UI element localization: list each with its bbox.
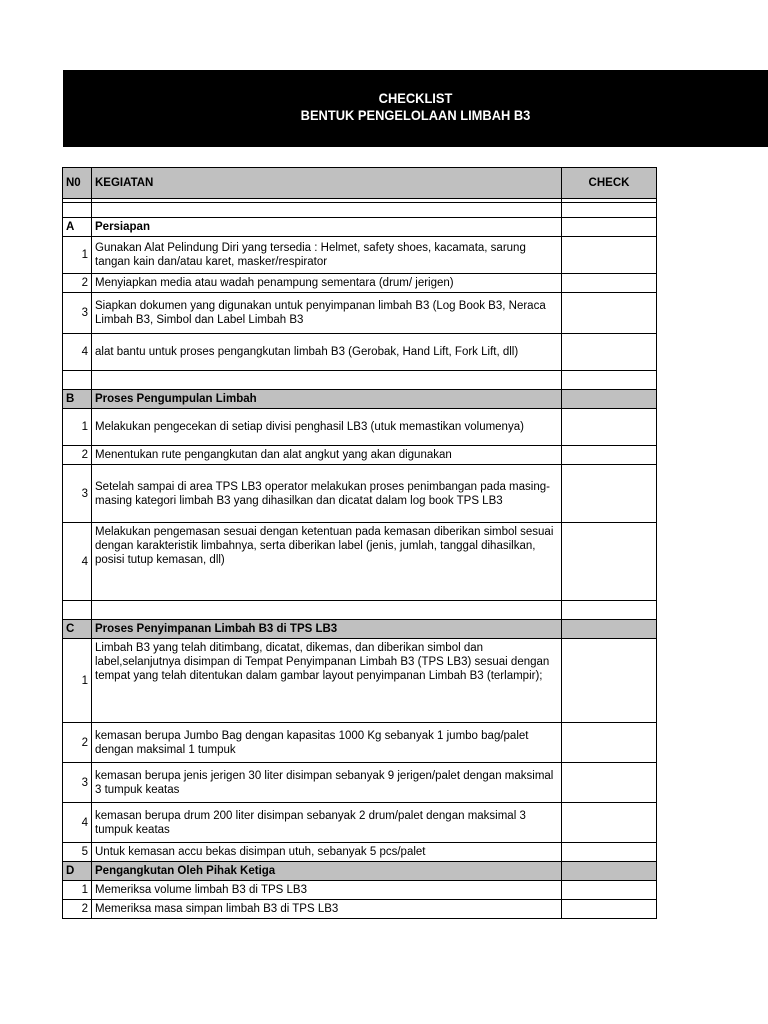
check-cell[interactable] xyxy=(562,862,657,881)
table-row xyxy=(63,881,657,900)
table-header-row xyxy=(63,168,657,199)
item-no: 5 xyxy=(63,843,92,862)
item-text: Menentukan rute pengangkutan dan alat angkut yang akan digunakan xyxy=(92,446,562,465)
table-row xyxy=(63,803,657,843)
section-title: Persiapan xyxy=(92,218,562,237)
item-text: kemasan berupa jenis jerigen 30 liter disimpan sebanyak 9 jerigen/palet dengan maksimal 3 tumpuk keatas xyxy=(92,763,562,803)
item-text: Limbah B3 yang telah ditimbang, dicatat, dikemas, dan diberikan simbol dan label,selanjutnya disimpan di Tempat Penyimpanan Limbah B3 (TPS LB3) sesuai dengan tempat yang telah ditentukan dalam gambar layout penyimpanan Limbah B3 (terlampir); xyxy=(92,639,562,723)
check-cell[interactable] xyxy=(562,237,657,274)
item-no: 1 xyxy=(63,237,92,274)
header-check: CHECK xyxy=(562,168,657,199)
table-row xyxy=(63,409,657,446)
table-row xyxy=(63,900,657,919)
section-code: B xyxy=(63,390,92,409)
header-no: N0 xyxy=(63,168,92,199)
item-text: Melakukan pengecekan di setiap divisi penghasil LB3 (utuk memastikan volumenya) xyxy=(92,409,562,446)
item-text: Menyiapkan media atau wadah penampung sementara (drum/ jerigen) xyxy=(92,274,562,293)
check-cell[interactable] xyxy=(562,218,657,237)
checklist-table xyxy=(62,167,657,919)
item-text: Gunakan Alat Pelindung Diri yang tersedia : Helmet, safety shoes, kacamata, sarung tangan kain dan/atau karet, masker/respirator xyxy=(92,237,562,274)
check-cell[interactable] xyxy=(562,723,657,763)
section-title: Proses Penyimpanan Limbah B3 di TPS LB3 xyxy=(92,620,562,639)
check-cell[interactable] xyxy=(562,620,657,639)
spacer-row xyxy=(63,601,657,620)
table-row xyxy=(63,523,657,601)
check-cell[interactable] xyxy=(562,390,657,409)
item-no: 3 xyxy=(63,465,92,523)
table-row xyxy=(63,446,657,465)
item-text: Memeriksa masa simpan limbah B3 di TPS LB3 xyxy=(92,900,562,919)
item-no: 2 xyxy=(63,900,92,919)
item-no: 2 xyxy=(63,274,92,293)
item-text: Setelah sampai di area TPS LB3 operator melakukan proses penimbangan pada masing-masing kategori limbah B3 yang dihasilkan dan dicatat dalam log book TPS LB3 xyxy=(92,465,562,523)
header-kegiatan: KEGIATAN xyxy=(92,168,562,199)
section-code: D xyxy=(63,862,92,881)
item-no: 4 xyxy=(63,803,92,843)
table-row xyxy=(63,237,657,274)
title-banner xyxy=(63,70,768,147)
check-cell[interactable] xyxy=(562,523,657,601)
table-row xyxy=(63,843,657,862)
check-cell[interactable] xyxy=(562,334,657,371)
check-cell[interactable] xyxy=(562,409,657,446)
spacer-row xyxy=(63,371,657,390)
table-row xyxy=(63,465,657,523)
item-no: 4 xyxy=(63,523,92,601)
section-code: C xyxy=(63,620,92,639)
section-row-b xyxy=(63,390,657,409)
item-text: kemasan berupa drum 200 liter disimpan sebanyak 2 drum/palet dengan maksimal 3 tumpuk keatas xyxy=(92,803,562,843)
section-row-c xyxy=(63,620,657,639)
check-cell[interactable] xyxy=(562,900,657,919)
check-cell[interactable] xyxy=(562,274,657,293)
check-cell[interactable] xyxy=(562,843,657,862)
check-cell[interactable] xyxy=(562,446,657,465)
item-no: 1 xyxy=(63,881,92,900)
table-row xyxy=(63,639,657,723)
table-row xyxy=(63,723,657,763)
item-text: Untuk kemasan accu bekas disimpan utuh, sebanyak 5 pcs/palet xyxy=(92,843,562,862)
section-code: A xyxy=(63,218,92,237)
item-no: 2 xyxy=(63,723,92,763)
section-title: Proses Pengumpulan Limbah xyxy=(92,390,562,409)
check-cell[interactable] xyxy=(562,639,657,723)
page-subtitle: BENTUK PENGELOLAAN LIMBAH B3 xyxy=(300,107,531,123)
spacer-row xyxy=(63,203,657,218)
table-row xyxy=(63,274,657,293)
section-row-d xyxy=(63,862,657,881)
item-no: 4 xyxy=(63,334,92,371)
item-text: alat bantu untuk proses pengangkutan limbah B3 (Gerobak, Hand Lift, Fork Lift, dll) xyxy=(92,334,562,371)
table-row xyxy=(63,334,657,371)
section-title: Pengangkutan Oleh Pihak Ketiga xyxy=(92,862,562,881)
item-no: 3 xyxy=(63,293,92,334)
check-cell[interactable] xyxy=(562,881,657,900)
check-cell[interactable] xyxy=(562,465,657,523)
table-row xyxy=(63,763,657,803)
item-no: 1 xyxy=(63,639,92,723)
item-no: 1 xyxy=(63,409,92,446)
item-text: kemasan berupa Jumbo Bag dengan kapasitas 1000 Kg sebanyak 1 jumbo bag/palet dengan maksimal 1 tumpuk xyxy=(92,723,562,763)
table-row xyxy=(63,293,657,334)
item-no: 3 xyxy=(63,763,92,803)
check-cell[interactable] xyxy=(562,293,657,334)
item-text: Melakukan pengemasan sesuai dengan ketentuan pada kemasan diberikan simbol sesuai dengan karakteristik limbahnya, serta diberikan label (jenis, jumlah, tanggal dihasilkan, posisi tutup kemasan, dll) xyxy=(92,523,562,601)
item-text: Siapkan dokumen yang digunakan untuk penyimpanan limbah B3 (Log Book B3, Neraca Limbah B3, Simbol dan Label Limbah B3 xyxy=(92,293,562,334)
section-row-a xyxy=(63,218,657,237)
item-text: Memeriksa volume limbah B3 di TPS LB3 xyxy=(92,881,562,900)
check-cell[interactable] xyxy=(562,763,657,803)
check-cell[interactable] xyxy=(562,803,657,843)
item-no: 2 xyxy=(63,446,92,465)
page-title: CHECKLIST xyxy=(378,90,453,106)
